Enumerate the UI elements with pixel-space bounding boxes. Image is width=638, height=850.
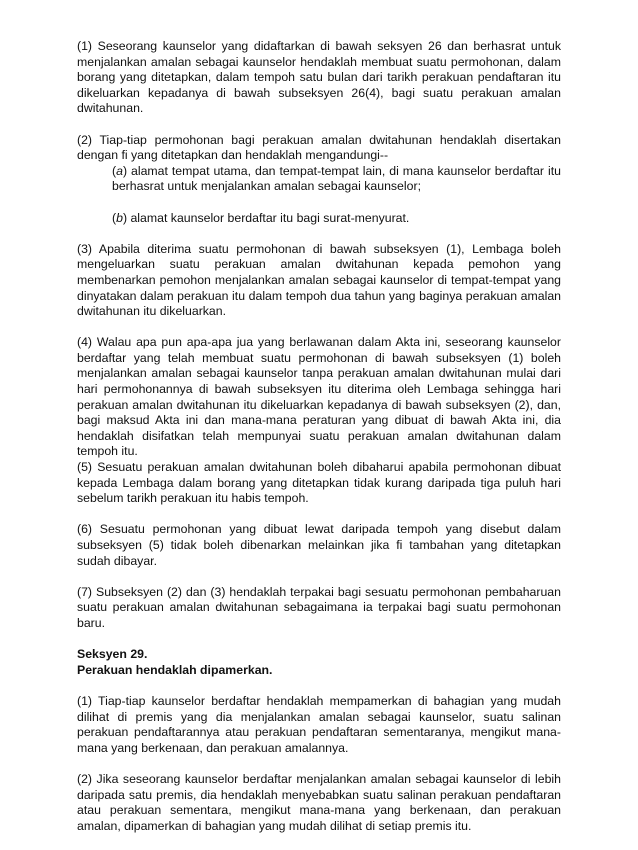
- paragraph-5: (5) Sesuatu perakuan amalan dwitahunan boleh dibaharui apabila permohonan dibuat kepada Lembaga dalam borang yang ditetapkan tidak kurang daripada tiga puluh hari sebelum tarikh perakuan itu habis tempoh.: [77, 460, 561, 506]
- paragraph-1: (1) Seseorang kaunselor yang didaftarkan di bawah seksyen 26 dan berhasrat untuk menjalankan amalan sebagai kaunselor hendaklah membuat suatu permohonan, dalam borang yang ditetapkan, dalam tempoh satu bulan dari tarikh perakuan pendaftaran itu dikeluarkan kepadanya di bawah subseksyen 26(4), bagi suatu perakuan amalan dwitahunan.: [77, 39, 561, 116]
- document-page: [77, 39, 561, 850]
- item-text-b: alamat kaunselor berdaftar itu bagi surat-menyurat.: [130, 210, 410, 225]
- item-label-a: a: [116, 163, 123, 178]
- paragraph-2: (2) Tiap-tiap permohonan bagi perakuan amalan dwitahunan hendaklah disertakan dengan fi yang ditetapkan dan hendaklah mengandungi--: [77, 132, 561, 163]
- paragraph-4: (4) Walau apa pun apa-apa jua yang berlawanan dalam Akta ini, seseorang kaunselor berdaftar yang telah membuat suatu permohonan di bawah subseksyen (1) boleh menjalankan amalan sebagai kaunselor tanpa perakuan amalan dwitahunan mulai dari hari permohonannya di bawah subseksyen itu diterima oleh Lembaga sehingga hari perakuan amalan dwitahunan itu dikeluarkan kepadanya di bawah subseksyen (2), dan, bagi maksud Akta ini dan mana-mana peraturan yang dibuat di bawah Akta ini, dia hendaklah disifatkan telah mempunyai suatu perakuan amalan dwitahunan dalam tempoh itu.: [77, 335, 561, 459]
- item-text-a: alamat tempat utama, dan tempat-tempat lain, di mana kaunselor berdaftar itu berhasrat untuk menjalankan amalan sebagai kaunselor;: [112, 163, 561, 194]
- section-paragraph-1: (1) Tiap-tiap kaunselor berdaftar hendaklah mempamerkan di bahagian yang mudah dilihat di premis yang dia menjalankan amalan sebagai kaunselor, suatu salinan perakuan pendaftarannya atau perakuan pendaftaran sementaranya, mengikut mana-mana yang berkenaan, dan perakuan amalannya.: [77, 693, 561, 755]
- section-title: Perakuan hendaklah dipamerkan.: [77, 662, 273, 677]
- paragraph-2b: (b) alamat kaunselor berdaftar itu bagi surat-menyurat.: [112, 210, 410, 225]
- item-label-b: b: [116, 210, 123, 225]
- section-number: Seksyen 29.: [77, 647, 148, 662]
- paragraph-3: (3) Apabila diterima suatu permohonan di bawah subseksyen (1), Lembaga boleh mengeluarkan suatu perakuan amalan dwitahunan kepada pemohon yang membenarkan pemohon menjalankan amalan sebagai kaunselor di tempat-tempat yang dinyatakan dalam perakuan itu dalam tempoh dua tahun yang baginya perakuan amalan dwitahunan itu dikeluarkan.: [77, 241, 561, 319]
- paragraph-7: (7) Subseksyen (2) dan (3) hendaklah terpakai bagi sesuatu permohonan pembaharuan suatu perakuan amalan dwitahunan sebagaimana ia terpakai bagi suatu permohonan baru.: [77, 584, 561, 630]
- section-paragraph-2: (2) Jika seseorang kaunselor berdaftar menjalankan amalan sebagai kaunselor di lebih daripada satu premis, dia hendaklah menyebabkan suatu salinan perakuan pendaftaran atau perakuan sementara, mengikut mana-mana yang berkenaan, dan perakuan amalan, dipamerkan di bahagian yang mudah dilihat di setiap premis itu.: [77, 771, 561, 833]
- paragraph-2a: (a) alamat tempat utama, dan tempat-tempat lain, di mana kaunselor berdaftar itu berhasrat untuk menjalankan amalan sebagai kaunselor;: [112, 163, 561, 194]
- paragraph-6: (6) Sesuatu permohonan yang dibuat lewat daripada tempoh yang disebut dalam subseksyen (5) tidak boleh dibenarkan melainkan jika fi tambahan yang ditetapkan sudah dibayar.: [77, 522, 561, 568]
